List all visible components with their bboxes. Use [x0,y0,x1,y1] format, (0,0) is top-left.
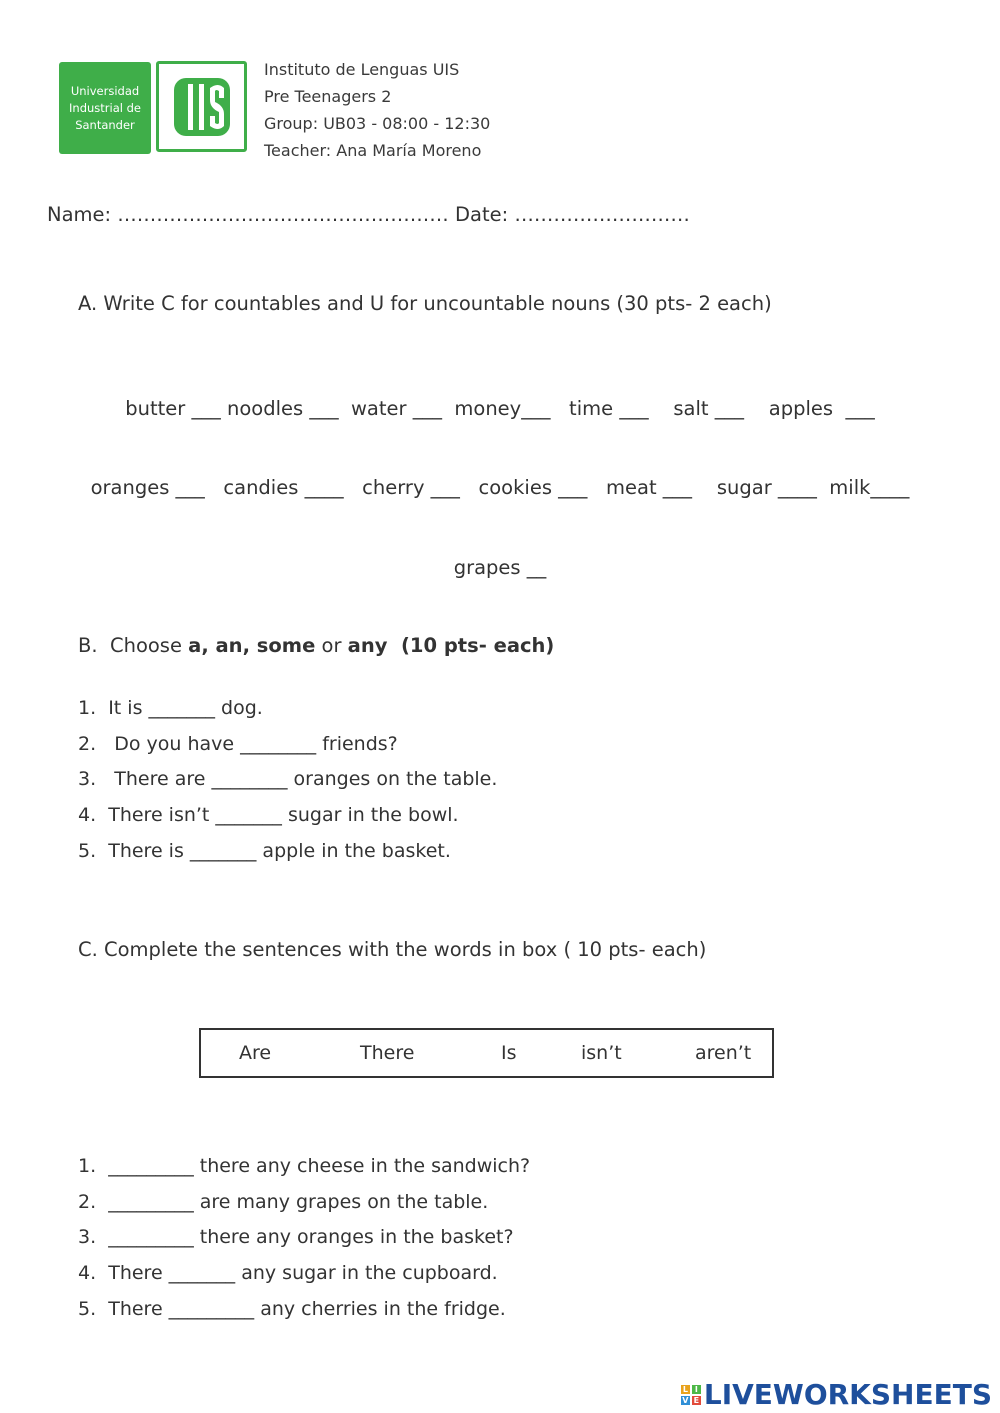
section-b-item-2[interactable]: 2. Do you have ________ friends? [78,733,398,755]
word-box-arent: aren’t [695,1042,752,1064]
word-box [199,1028,774,1078]
liveworksheets-mark-icon [681,1385,701,1405]
logo-line-1: Universidad [70,83,140,98]
mark-letter-v: V [682,1395,689,1405]
noun-row-2[interactable]: oranges ___ candies ____ cherry ___ cookies ___ meat ___ sugar ____ milk____ [90,476,910,499]
word-box-there: There [360,1042,415,1064]
section-b-item-1[interactable]: 1. It is _______ dog. [78,697,263,719]
noun-row-1[interactable]: butter ___ noodles ___ water ___ money___ time ___ salt ___ apples ___ [125,397,875,420]
section-b-or: or [315,634,348,657]
section-b-points: any (10 pts- each) [347,634,555,657]
section-c-item-2[interactable]: 2. _________ are many grapes on the table. [78,1191,489,1213]
university-name-logo [59,62,151,154]
section-b-item-5[interactable]: 5. There is _______ apple in the basket. [78,840,451,862]
mark-letter-i: I [692,1385,701,1394]
liveworksheets-brand: LIVEWORKSHEETS [703,1378,992,1411]
section-c-item-3[interactable]: 3. _________ there any oranges in the basket? [78,1226,514,1248]
word-box-isnt: isn’t [581,1042,622,1064]
uis-emblem-icon [172,74,232,140]
section-c-item-4[interactable]: 4. There _______ any sugar in the cupboard. [78,1262,498,1284]
section-c-item-5[interactable]: 5. There _________ any cherries in the fridge. [78,1298,506,1320]
section-b-title [78,634,554,657]
institute-name: Instituto de Lenguas UIS [264,60,460,79]
name-date-line[interactable]: Name: …………………………………………… Date: ……………………… [47,203,690,226]
noun-row-3[interactable]: grapes __ [453,556,547,579]
word-box-is: Is [501,1042,517,1064]
section-b-options: a, an, some [188,634,316,657]
section-c-item-1[interactable]: 1. _________ there any cheese in the sandwich? [78,1155,531,1177]
group-info: Group: UB03 - 08:00 - 12:30 [264,114,491,133]
section-a-title: A. Write C for countables and U for uncountable nouns (30 pts- 2 each) [78,292,772,315]
mark-letter-l: L [682,1384,688,1394]
teacher-info: Teacher: Ana María Moreno [264,141,482,160]
course-name: Pre Teenagers 2 [264,87,392,106]
mark-letter-e: E [693,1395,700,1405]
section-b-item-4[interactable]: 4. There isn’t _______ sugar in the bowl. [78,804,459,826]
section-b-item-3[interactable]: 3. There are ________ oranges on the table. [78,768,498,790]
logo-line-2: Industrial de [69,100,141,115]
section-b-prefix: B. Choose [78,634,189,657]
word-box-are: Are [239,1042,272,1064]
logo-line-3: Santander [75,117,135,132]
uis-emblem-logo [156,61,247,152]
section-c-title: C. Complete the sentences with the words in box ( 10 pts- each) [78,938,707,961]
liveworksheets-logo[interactable] [681,1378,992,1411]
